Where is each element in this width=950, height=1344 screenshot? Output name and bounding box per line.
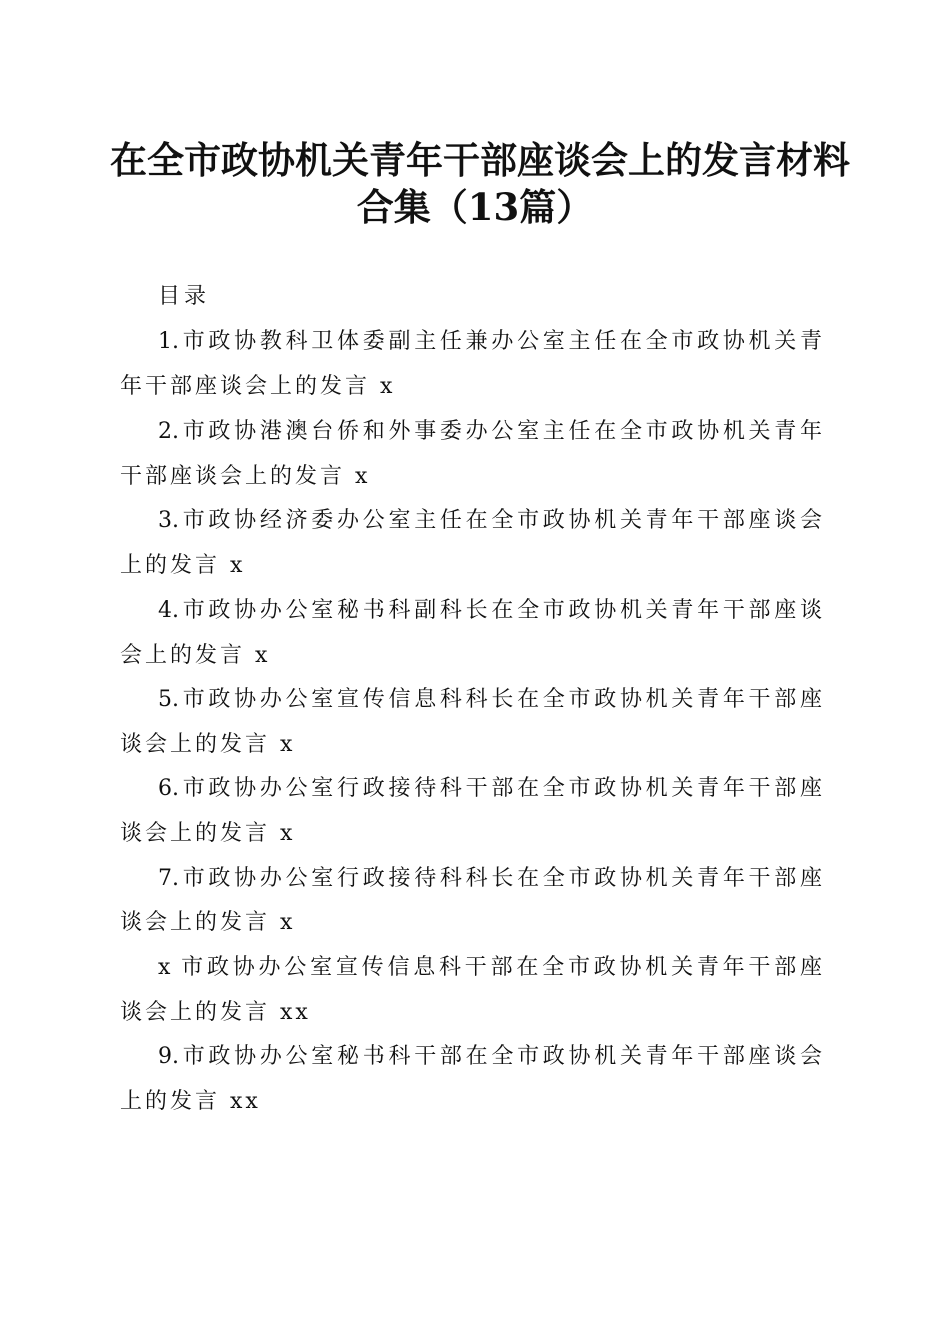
toc-item-line-1: 5.市政协办公室宣传信息科科长在全市政协机关青年干部座: [158, 687, 822, 712]
toc-item-line-1: x 市政协办公室宣传信息科干部在全市政协机关青年干部座: [158, 955, 822, 980]
document-title-line-1: 在全市政协机关青年干部座谈会上的发言材料: [110, 138, 850, 182]
toc-item-line-1: 2.市政协港澳台侨和外事委办公室主任在全市政协机关青年: [158, 419, 822, 444]
toc-item-line-2: 谈会上的发言 xx: [120, 1000, 311, 1025]
toc-item-line-1: 1.市政协教科卫体委副主任兼办公室主任在全市政协机关青: [158, 329, 822, 354]
toc-item-line-2: 谈会上的发言 x: [120, 910, 296, 935]
toc-item-line-2: 干部座谈会上的发言 x: [120, 464, 371, 489]
toc-item-line-2: 上的发言 x: [120, 553, 246, 578]
document-title-line-2: 合集（13篇）: [356, 185, 594, 229]
toc-heading: 目录: [158, 284, 211, 309]
toc-item-line-1: 4.市政协办公室秘书科副科长在全市政协机关青年干部座谈: [158, 598, 822, 623]
toc-item-line-2: 会上的发言 x: [120, 643, 271, 668]
toc-item-line-2: 谈会上的发言 x: [120, 732, 296, 757]
toc-item-line-1: 3.市政协经济委办公室主任在全市政协机关青年干部座谈会: [158, 508, 822, 533]
toc-item-line-2: 年干部座谈会上的发言 x: [120, 374, 396, 399]
toc-item-line-2: 谈会上的发言 x: [120, 821, 296, 846]
toc-item-line-1: 6.市政协办公室行政接待科干部在全市政协机关青年干部座: [158, 776, 822, 801]
toc-item-line-1: 7.市政协办公室行政接待科科长在全市政协机关青年干部座: [158, 866, 822, 891]
toc-item-line-1: 9.市政协办公室秘书科干部在全市政协机关青年干部座谈会: [158, 1044, 822, 1069]
toc-item-line-2: 上的发言 xx: [120, 1089, 261, 1114]
